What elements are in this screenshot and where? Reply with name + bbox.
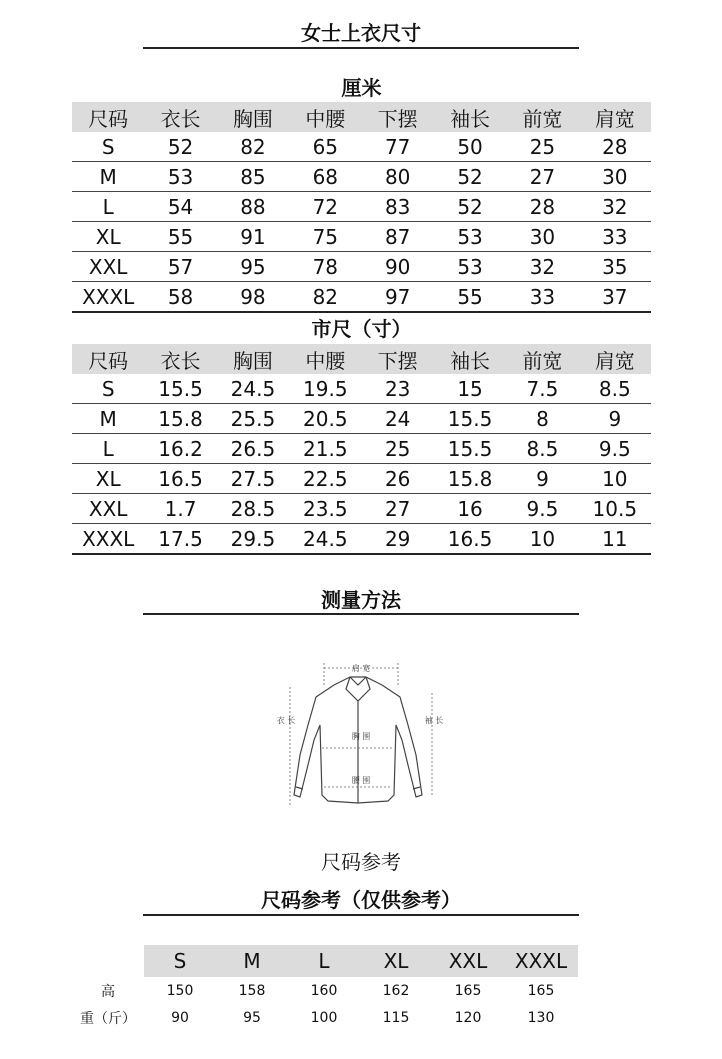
measurement-cell: 10.5 [579, 494, 651, 524]
waist-label: 腰 围 [351, 776, 371, 785]
measurement-cell: 16.2 [144, 434, 216, 464]
measurement-cell: 19.5 [289, 374, 361, 404]
measurement-cell: 80 [362, 162, 434, 192]
measurement-cell: 27 [506, 162, 578, 192]
reference-value: 162 [382, 982, 410, 999]
sleeve-label: 袖 长 [424, 716, 444, 725]
size-header: S [144, 945, 216, 977]
table-row [72, 252, 651, 282]
measurement-cell: 53 [434, 252, 506, 282]
reference-title: 尺码参考（仅供参考） [261, 888, 461, 912]
measurement-cell: 8.5 [579, 374, 651, 404]
reference-row [72, 977, 578, 1004]
size-cell: L [72, 434, 144, 464]
column-header: 前宽 [506, 344, 578, 374]
measurement-cell: 98 [217, 282, 289, 313]
column-header: 前宽 [506, 102, 578, 132]
measurement-cell: 85 [217, 162, 289, 192]
column-header: 衣长 [144, 102, 216, 132]
measurement-cell: 9 [579, 404, 651, 434]
size-cell: L [72, 192, 144, 222]
measurement-cell: 68 [289, 162, 361, 192]
size-cell: XL [72, 222, 144, 252]
measurement-cell: 16 [434, 494, 506, 524]
measurement-cell: 78 [289, 252, 361, 282]
measurement-cell: 15.5 [144, 374, 216, 404]
measurement-cell: 27 [362, 494, 434, 524]
measurement-cell: 22.5 [289, 464, 361, 494]
measurement-cell: 30 [579, 162, 651, 192]
measure-divider [143, 613, 579, 615]
title-divider [143, 47, 579, 49]
size-cell: M [72, 162, 144, 192]
measurement-cell: 90 [362, 252, 434, 282]
size-cell: XXXL [72, 282, 144, 313]
measurement-cell: 35 [579, 252, 651, 282]
cm-section-heading: 厘米 [341, 76, 382, 100]
measurement-cell: 97 [362, 282, 434, 313]
diagram-caption: 尺码参考 [321, 850, 401, 874]
size-cell: XXXL [72, 524, 144, 555]
size-header: XL [360, 945, 432, 977]
table-row [72, 282, 651, 313]
column-header: 胸围 [217, 102, 289, 132]
measurement-cell: 37 [579, 282, 651, 313]
measurement-cell: 57 [144, 252, 216, 282]
reference-table [72, 945, 578, 1031]
measurement-cell: 7.5 [506, 374, 578, 404]
column-header: 中腰 [289, 102, 361, 132]
reference-value: 150 [166, 982, 194, 999]
column-header: 袖长 [434, 344, 506, 374]
size-cell: XXL [72, 494, 144, 524]
measurement-cell: 28 [579, 132, 651, 162]
measurement-cell: 21.5 [289, 434, 361, 464]
table-row [72, 434, 651, 464]
measure-title: 测量方法 [321, 588, 401, 612]
reference-value: 115 [382, 1009, 410, 1026]
measurement-cell: 75 [289, 222, 361, 252]
measurement-cell: 82 [217, 132, 289, 162]
reference-value: 100 [310, 1009, 338, 1026]
measurement-cell: 77 [362, 132, 434, 162]
column-header: 袖长 [434, 102, 506, 132]
reference-value: 130 [527, 1009, 555, 1026]
reference-value: 120 [454, 1009, 482, 1026]
inch-header-row [72, 344, 651, 374]
measurement-cell: 17.5 [144, 524, 216, 555]
measurement-cell: 55 [434, 282, 506, 313]
measurement-cell: 20.5 [289, 404, 361, 434]
table-row [72, 404, 651, 434]
measurement-cell: 58 [144, 282, 216, 313]
measurement-cell: 30 [506, 222, 578, 252]
reference-header-row [72, 945, 578, 977]
measurement-cell: 26 [362, 464, 434, 494]
reference-divider [143, 914, 579, 916]
measurement-cell: 26.5 [217, 434, 289, 464]
measurement-cell: 52 [434, 192, 506, 222]
column-header: 肩宽 [579, 344, 651, 374]
table-row [72, 464, 651, 494]
size-cell: S [72, 132, 144, 162]
inch-size-table [72, 344, 651, 555]
measurement-cell: 15 [434, 374, 506, 404]
reference-value: 95 [243, 1009, 261, 1026]
reference-row [72, 1004, 578, 1031]
measurement-cell: 24.5 [289, 524, 361, 555]
size-header: M [216, 945, 288, 977]
measurement-cell: 65 [289, 132, 361, 162]
table-row [72, 132, 651, 162]
cm-header-row [72, 102, 651, 132]
measurement-cell: 15.8 [434, 464, 506, 494]
row-label: 重（斤） [80, 1010, 136, 1027]
measurement-cell: 10 [506, 524, 578, 555]
column-header: 下摆 [362, 102, 434, 132]
reference-value: 158 [238, 982, 266, 999]
measurement-cell: 52 [144, 132, 216, 162]
measurement-cell: 32 [579, 192, 651, 222]
measurement-cell: 16.5 [434, 524, 506, 555]
column-header: 衣长 [144, 344, 216, 374]
measurement-cell: 33 [579, 222, 651, 252]
inch-section-heading: 市尺（寸） [311, 317, 412, 341]
reference-value: 90 [171, 1009, 189, 1026]
cm-size-table [72, 102, 651, 313]
measurement-cell: 15.5 [434, 404, 506, 434]
measurement-cell: 25 [506, 132, 578, 162]
length-label: 衣 长 [276, 716, 296, 725]
measurement-cell: 91 [217, 222, 289, 252]
row-label: 高 [101, 983, 115, 1000]
measurement-cell: 10 [579, 464, 651, 494]
size-header: XXXL [504, 945, 578, 977]
measurement-cell: 28.5 [217, 494, 289, 524]
table-row [72, 494, 651, 524]
measurement-cell: 32 [506, 252, 578, 282]
column-header: 尺码 [72, 102, 144, 132]
column-header: 尺码 [72, 344, 144, 374]
measurement-cell: 83 [362, 192, 434, 222]
table-row [72, 374, 651, 404]
measurement-cell: 95 [217, 252, 289, 282]
measurement-cell: 27.5 [217, 464, 289, 494]
size-cell: XL [72, 464, 144, 494]
measurement-cell: 9 [506, 464, 578, 494]
measurement-cell: 16.5 [144, 464, 216, 494]
measurement-cell: 9.5 [579, 434, 651, 464]
measurement-cell: 54 [144, 192, 216, 222]
measurement-cell: 87 [362, 222, 434, 252]
measurement-cell: 72 [289, 192, 361, 222]
measurement-cell: 24 [362, 404, 434, 434]
size-cell: S [72, 374, 144, 404]
shoulder-label: 肩 宽 [351, 664, 371, 673]
measurement-cell: 11 [579, 524, 651, 555]
measurement-cell: 55 [144, 222, 216, 252]
reference-value: 165 [454, 982, 482, 999]
size-cell: M [72, 404, 144, 434]
measurement-cell: 25.5 [217, 404, 289, 434]
column-header: 中腰 [289, 344, 361, 374]
measurement-cell: 50 [434, 132, 506, 162]
measurement-cell: 82 [289, 282, 361, 313]
measurement-cell: 23.5 [289, 494, 361, 524]
measurement-cell: 8 [506, 404, 578, 434]
measurement-cell: 28 [506, 192, 578, 222]
table-row [72, 222, 651, 252]
measurement-cell: 29.5 [217, 524, 289, 555]
size-header: XXL [432, 945, 504, 977]
shirt-diagram [270, 655, 450, 820]
measurement-cell: 53 [144, 162, 216, 192]
measurement-cell: 25 [362, 434, 434, 464]
measurement-cell: 33 [506, 282, 578, 313]
size-header: L [288, 945, 360, 977]
column-header: 下摆 [362, 344, 434, 374]
corner-cell [72, 945, 144, 977]
measurement-cell: 23 [362, 374, 434, 404]
size-cell: XXL [72, 252, 144, 282]
measurement-cell: 88 [217, 192, 289, 222]
column-header: 肩宽 [579, 102, 651, 132]
table-row [72, 162, 651, 192]
measurement-cell: 53 [434, 222, 506, 252]
measurement-cell: 9.5 [506, 494, 578, 524]
measurement-cell: 1.7 [144, 494, 216, 524]
column-header: 胸围 [217, 344, 289, 374]
table-row [72, 524, 651, 555]
measurement-cell: 52 [434, 162, 506, 192]
measurement-cell: 29 [362, 524, 434, 555]
measurement-cell: 8.5 [506, 434, 578, 464]
page-title: 女士上衣尺寸 [301, 21, 421, 45]
measurement-cell: 15.8 [144, 404, 216, 434]
measurement-cell: 15.5 [434, 434, 506, 464]
measurement-cell: 24.5 [217, 374, 289, 404]
chest-label: 胸 围 [351, 732, 371, 741]
reference-value: 165 [527, 982, 555, 999]
table-row [72, 192, 651, 222]
reference-value: 160 [310, 982, 338, 999]
